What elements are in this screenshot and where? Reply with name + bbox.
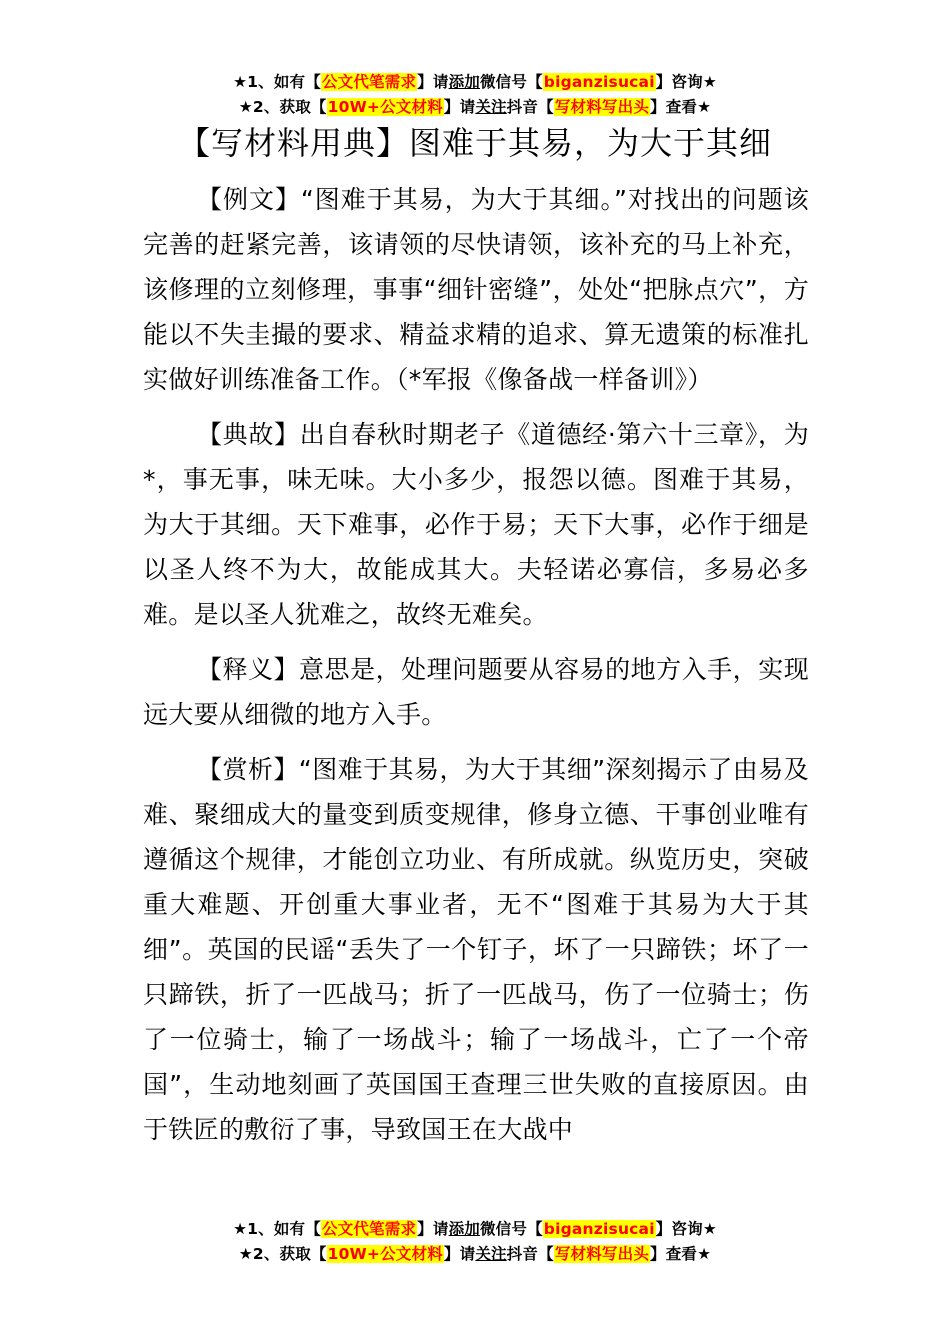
footer-promo-banner — [0, 1217, 950, 1267]
promo-text: 】请 — [417, 1220, 449, 1238]
promo-highlight: 公文代笔需求 — [321, 1220, 417, 1238]
promo-text: 抖音【 — [506, 1245, 554, 1263]
promo-line-2 — [0, 95, 950, 120]
promo-text: 】查看★ — [650, 98, 712, 116]
douyin-id-highlight: 写材料写出头 — [554, 1245, 650, 1263]
section-allusion — [143, 412, 809, 637]
promo-text: 】请 — [443, 1245, 476, 1263]
promo-text: 】咨询★ — [655, 73, 717, 91]
douyin-id-highlight: 写材料写出头 — [554, 98, 650, 116]
promo-text: ★2、获取【 — [238, 98, 327, 116]
document-body — [143, 177, 809, 1162]
section-appreciation — [143, 747, 809, 1152]
header-promo-banner — [0, 70, 950, 120]
section-text: “图难于其易，为大于其细”深刻揭示了由易及难、聚细成大的量变到质变规律，修身立德、干事创业唯有遵循这个规律，才能创立功业、有所成就。纵览历史，突破重大难题、开创重大事业者，无不“图难于其易为大于其细”。英国的民谣“丢失了一个钉子，坏了一只蹄铁；坏了一只蹄铁，折了一匹战马；折了一匹战马，伤了一位骑士；伤了一位骑士，输了一场战斗；输了一场战斗，亡了一个帝国”，生动地刻画了英国国王查理三世失败的直接原因。由于铁匠的敷衍了事，导致国王在大战中 — [143, 755, 809, 1144]
promo-highlight: 10W+公文材料 — [327, 1245, 443, 1263]
section-example — [143, 177, 809, 402]
promo-text: 】查看★ — [650, 1245, 712, 1263]
promo-text: 微信号【 — [479, 73, 543, 91]
promo-text: ★1、如有【 — [233, 1220, 321, 1238]
section-label: 【释义】 — [197, 655, 300, 684]
promo-line-1 — [0, 1217, 950, 1242]
promo-highlight: 公文代笔需求 — [321, 73, 417, 91]
promo-text: 】请 — [417, 73, 449, 91]
promo-line-1 — [0, 70, 950, 95]
section-text: “图难于其易，为大于其细。”对找出的问题该完善的赶紧完善，该请领的尽快请领，该补充的马上补充，该修理的立刻修理，事事“细针密缝”，处处“把脉点穴”，方能以不失圭撮的要求、精益求精的追求、算无遗策的标准扎实做好训练准备工作。（*军报《像备战一样备训》） — [143, 185, 809, 394]
promo-text: 】咨询★ — [655, 1220, 717, 1238]
section-label: 【赏析】 — [197, 755, 299, 784]
promo-underlined: 关注 — [475, 98, 507, 116]
promo-text: ★1、如有【 — [233, 73, 321, 91]
promo-text: 抖音【 — [506, 98, 554, 116]
section-meaning — [143, 647, 809, 737]
promo-underlined: 添加 — [448, 1220, 480, 1238]
promo-text: 微信号【 — [479, 1220, 543, 1238]
wechat-id-highlight: biganzisucai — [543, 1220, 655, 1238]
section-text: 出自春秋时期老子《道德经·第六十三章》，为*，事无事，味无味。大小多少，报怨以德。图难于其易，为大于其细。天下难事，必作于易；天下大事，必作于细是以圣人终不为大，故能成其大。夫轻诺必寡信，多易必多难。是以圣人犹难之，故终无难矣。 — [143, 420, 810, 629]
wechat-id-highlight: biganzisucai — [543, 73, 655, 91]
promo-underlined: 添加 — [448, 73, 480, 91]
section-text: 意思是，处理问题要从容易的地方入手，实现远大要从细微的地方入手。 — [143, 655, 809, 729]
promo-text: 】请 — [443, 98, 476, 116]
document-title: 【写材料用典】图难于其易，为大于其细 — [177, 124, 772, 162]
promo-text: ★2、获取【 — [238, 1245, 327, 1263]
promo-highlight: 10W+公文材料 — [327, 98, 443, 116]
section-label: 【典故】 — [197, 420, 300, 449]
section-label: 【例文】 — [197, 185, 301, 214]
promo-line-2 — [0, 1242, 950, 1267]
promo-underlined: 关注 — [475, 1245, 507, 1263]
